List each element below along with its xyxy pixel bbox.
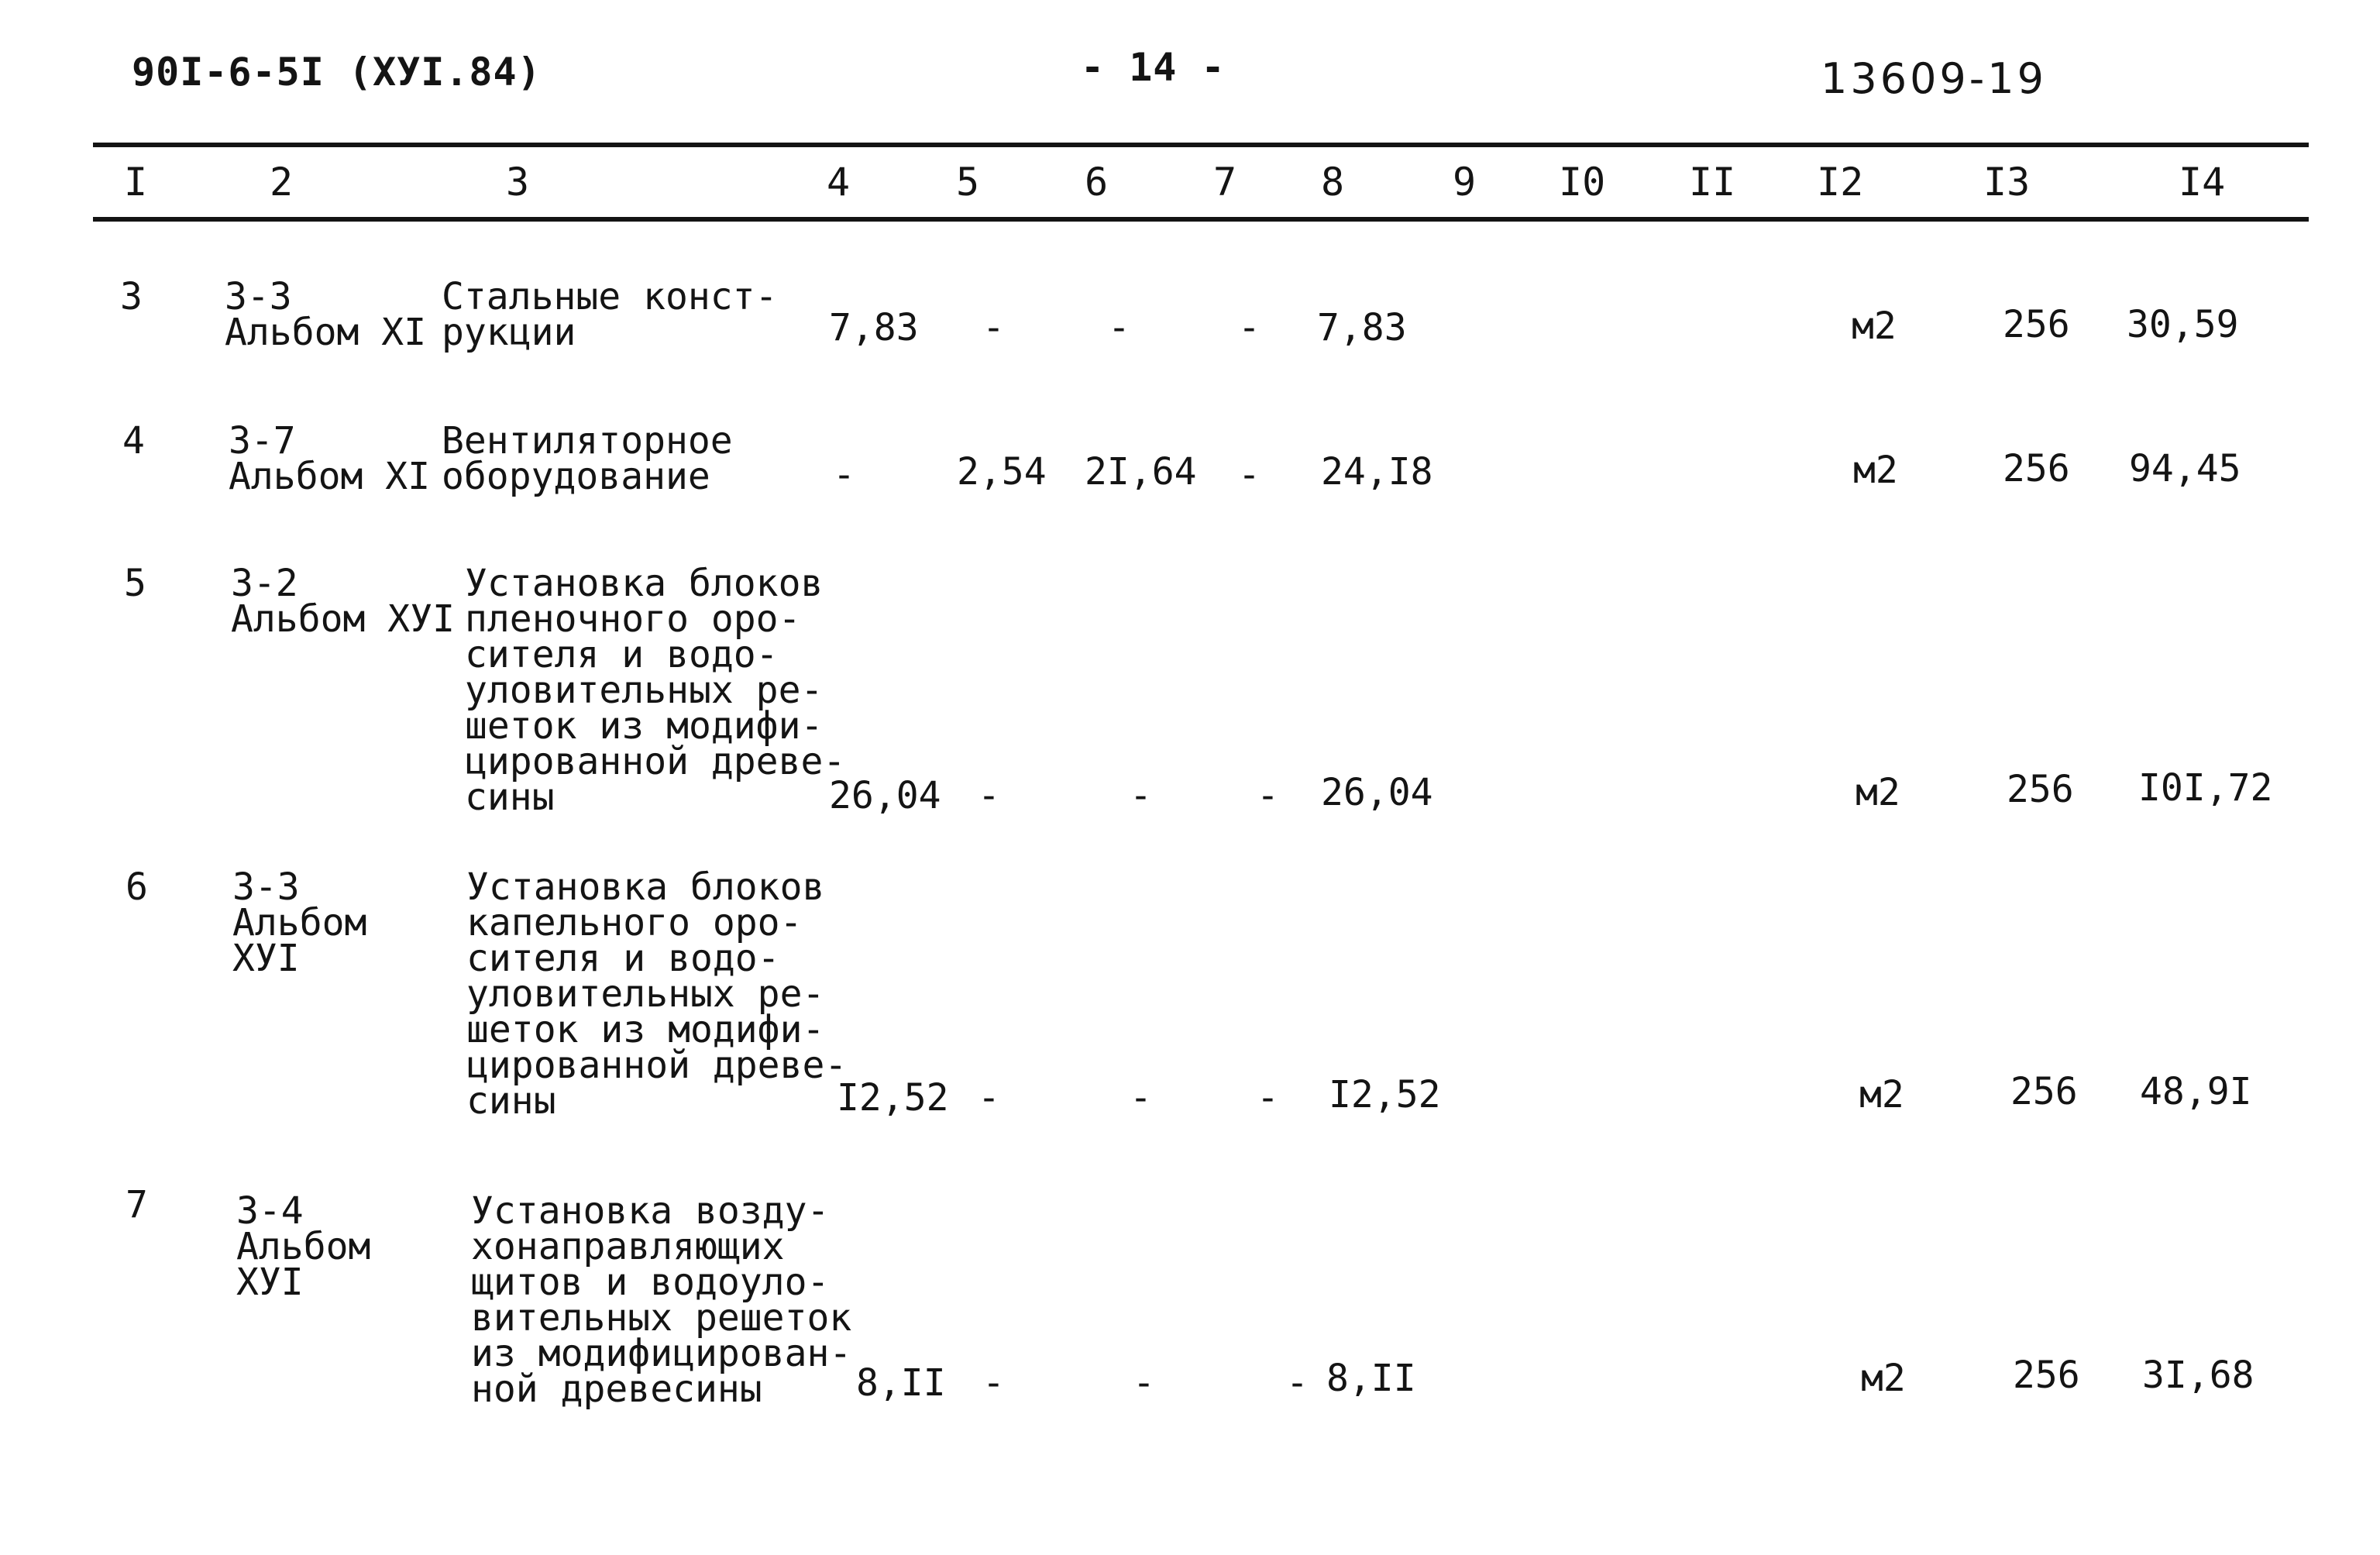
column-number-11: II	[1689, 160, 1736, 205]
col13-value: 256	[2003, 303, 2070, 346]
document-code: 90I-6-5I (XУI.84)	[132, 50, 542, 95]
project-ref: 3-3	[232, 865, 300, 909]
unit: м2	[1853, 449, 1898, 492]
sheet-number: 13609-19	[1821, 54, 2047, 103]
column-number-5: 5	[956, 160, 980, 205]
work-description: Установка блоков пленочного оро- сителя и водо- уловительных ре- шеток из модифи- цированной древе- сины	[465, 562, 846, 819]
unit: м2	[1861, 1357, 1906, 1400]
row-number: 7	[126, 1183, 148, 1226]
album-ref: Альбом XУI	[232, 901, 367, 980]
column-number-9: 9	[1453, 160, 1477, 205]
row-number: 3	[120, 275, 143, 318]
col7-value: -	[1286, 1361, 1309, 1405]
col5-value: -	[978, 774, 1000, 817]
row-number: 4	[122, 419, 145, 463]
col4-value: 7,83	[829, 306, 919, 349]
col13-value: 256	[2013, 1354, 2080, 1397]
column-number-10: I0	[1559, 160, 1606, 205]
col7-value: -	[1257, 1076, 1279, 1120]
col8-value: I2,52	[1329, 1073, 1441, 1116]
col13-value: 256	[2003, 447, 2070, 490]
page-number: - 14 -	[1081, 45, 1226, 90]
column-number-1: I	[124, 160, 148, 205]
album-ref: Альбом XI	[225, 311, 427, 354]
work-description: Вентиляторное оборудование	[442, 419, 733, 498]
album-ref: Альбом XI	[229, 455, 431, 498]
col14-value: 94,45	[2129, 447, 2241, 490]
col6-value: -	[1108, 306, 1130, 349]
col14-value: 48,9I	[2140, 1070, 2252, 1113]
col13-value: 256	[2010, 1070, 2078, 1113]
project-ref: 3-4	[236, 1189, 304, 1233]
unit: м2	[1859, 1073, 1904, 1116]
column-number-12: I2	[1817, 160, 1864, 205]
col6-value: 2I,64	[1085, 450, 1197, 494]
col14-value: 30,59	[2127, 303, 2239, 346]
column-number-3: 3	[506, 160, 530, 205]
unit: м2	[1852, 304, 1897, 348]
col8-value: 26,04	[1321, 771, 1433, 814]
col14-value: I0I,72	[2138, 766, 2273, 810]
col4-value: -	[833, 453, 855, 497]
column-number-4: 4	[827, 160, 851, 205]
album-ref: Альбом XУI	[236, 1225, 371, 1304]
project-ref: 3-3	[225, 275, 292, 318]
unit: м2	[1856, 771, 1900, 814]
table-header-rule	[93, 217, 2309, 222]
col4-value: 8,II	[856, 1361, 946, 1405]
col7-value: -	[1238, 306, 1261, 349]
col4-value: 26,04	[829, 774, 941, 817]
table-top-rule	[93, 143, 2309, 147]
col7-value: -	[1257, 774, 1279, 817]
col8-value: 24,I8	[1321, 450, 1433, 494]
project-ref: 3-7	[229, 419, 296, 463]
col8-value: 8,II	[1326, 1357, 1416, 1400]
col5-value: -	[978, 1076, 1000, 1120]
col4-value: I2,52	[837, 1076, 949, 1120]
col14-value: 3I,68	[2142, 1354, 2254, 1397]
column-number-13: I3	[1983, 160, 2031, 205]
col6-value: -	[1130, 774, 1152, 817]
col7-value: -	[1238, 453, 1261, 497]
album-ref: Альбом XУI	[231, 597, 455, 641]
col13-value: 256	[2007, 768, 2074, 811]
column-number-14: I4	[2179, 160, 2226, 205]
col5-value: -	[982, 306, 1005, 349]
project-ref: 3-2	[231, 562, 298, 605]
column-number-2: 2	[270, 160, 294, 205]
column-number-7: 7	[1213, 160, 1237, 205]
col8-value: 7,83	[1317, 306, 1407, 349]
row-number: 6	[126, 865, 148, 909]
work-description: Установка блоков капельного оро- сителя и водо- уловительных ре- шеток из модифи- цированной древе- сины	[466, 865, 848, 1123]
col6-value: -	[1133, 1361, 1155, 1405]
work-description: Стальные конст- рукции	[442, 275, 778, 354]
work-description: Установка возду- хонаправляющих щитов и водоуло- вительных решеток из модифицирован- ной древесины	[471, 1189, 852, 1411]
row-number: 5	[124, 562, 146, 605]
column-number-8: 8	[1321, 160, 1345, 205]
col5-value: -	[982, 1361, 1005, 1405]
col5-value: 2,54	[957, 450, 1047, 494]
col6-value: -	[1130, 1076, 1152, 1120]
column-number-6: 6	[1085, 160, 1109, 205]
